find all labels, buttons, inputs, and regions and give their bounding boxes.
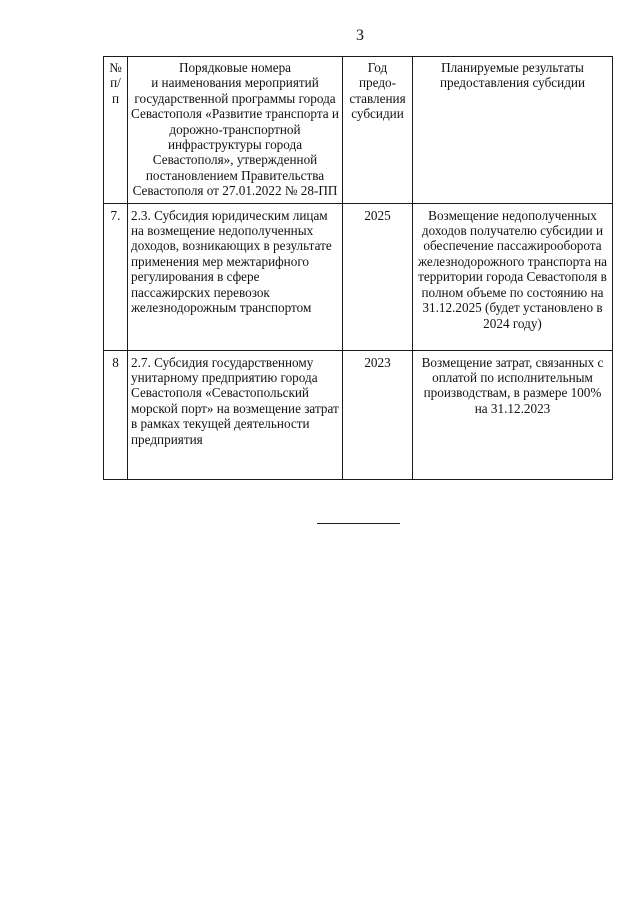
header-name-line-4: Севастополя «Развитие транспорта и	[131, 106, 339, 122]
table-header-row	[104, 57, 613, 204]
row-measure-name: 2.3. Субсидия юридическим лицам на возмещение недополученных доходов, возникающих в результате применения мер межтарифного регулирования в сфере пассажирских перевозок железнодорожным транспортом	[128, 203, 343, 350]
table-row	[104, 350, 613, 479]
header-name-line-2: и наименования мероприятий	[151, 75, 319, 91]
subsidy-table	[103, 56, 613, 480]
row-planned-result: Возмещение недополученных доходов получателю субсидии и обеспечение пассажирооборота железнодорожного транспорта на территории города Севастополя в полном объеме по состоянию на 31.12.2025 (будет установлено в 2024 году)	[413, 203, 613, 350]
header-name-line-1: Порядковые номера	[178, 60, 292, 75]
header-number-sub: п/п	[110, 75, 121, 106]
row-number: 8	[104, 350, 128, 479]
header-name-line-8: постановлением Правительства	[145, 167, 325, 183]
header-name-line-3: государственной программы города	[134, 90, 336, 106]
header-name-line-5: дорожно-транспортной	[169, 121, 301, 137]
header-number-label: №	[109, 60, 122, 75]
page-number: 3	[356, 27, 364, 44]
header-result-cell: Планируемые результаты предоставления субсидии	[413, 57, 613, 204]
header-name-line-6: инфраструктуры города	[167, 137, 303, 153]
row-measure-name: 2.7. Субсидия государственному унитарному предприятию города Севастополя «Севастопольский морской порт» на возмещение затрат в рамках текущей деятельности предприятия	[128, 350, 343, 479]
header-number-cell	[104, 57, 128, 204]
header-name-line-9: Севастополя от 27.01.2022 № 28-ПП	[132, 183, 338, 199]
header-name-line-7: Севастополя», утвержденной	[152, 152, 318, 168]
row-number: 7.	[104, 203, 128, 350]
table-row	[104, 203, 613, 350]
row-planned-result: Возмещение затрат, связанных с оплатой по исполнительным производствам, в размере 100% на 31.12.2023	[413, 350, 613, 479]
row-subsidy-year: 2023	[343, 350, 413, 479]
row-subsidy-year: 2025	[343, 203, 413, 350]
header-name-cell	[128, 57, 343, 204]
end-of-document-rule	[317, 523, 400, 524]
header-year-cell: Год предо- ставления субсидии	[343, 57, 413, 204]
